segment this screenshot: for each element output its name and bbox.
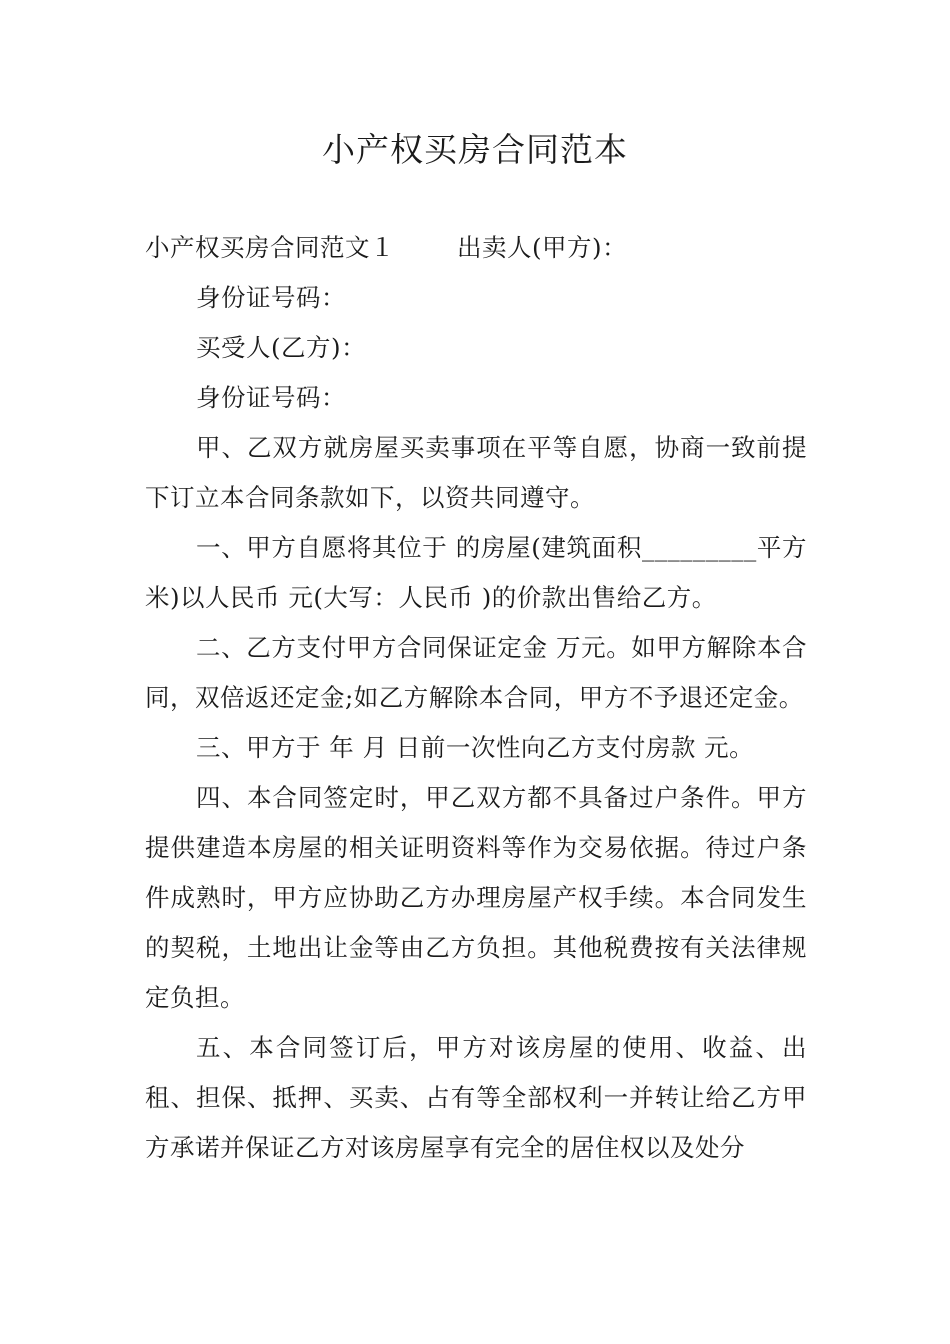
paragraph-clause-5: 五、本合同签订后，甲方对该房屋的使用、收益、出租、担保、抵押、买卖、占有等全部权利一并转让给乙方甲方承诺并保证乙方对该房屋享有完全的居住权以及处分 <box>145 1033 807 1162</box>
paragraph-buyer-id: 身份证号码： <box>196 383 346 412</box>
seller-label: 出卖人(甲方)： <box>457 233 628 262</box>
paragraph-clause-2: 二、乙方支付甲方合同保证定金 万元。如甲方解除本合同，双倍返还定金;如乙方解除本合同，甲方不予退还定金。 <box>145 633 807 712</box>
heading-line <box>145 223 807 273</box>
paragraph-preamble: 甲、乙双方就房屋买卖事项在平等自愿，协商一致前提下订立本合同条款如下，以资共同遵守。 <box>145 433 807 512</box>
contract-label: 小产权买房合同范文１ <box>145 233 395 262</box>
paragraph-buyer: 买受人(乙方)： <box>196 333 367 362</box>
document-title: 小产权买房合同范本 <box>322 130 628 169</box>
paragraph-clause-1: 一、甲方自愿将其位于 的房屋(建筑面积_________平方米)以人民币 元(大写：人民币 )的价款出售给乙方。 <box>145 533 807 612</box>
paragraph-clause-4: 四、本合同签定时，甲乙双方都不具备过户条件。甲方提供建造本房屋的相关证明资料等作为交易依据。待过户条件成熟时，甲方应协助乙方办理房屋产权手续。本合同发生的契税，土地出让金等由乙方负担。其他税费按有关法律规定负担。 <box>145 783 807 1012</box>
paragraph-seller-id: 身份证号码： <box>196 283 346 312</box>
document-body <box>145 223 807 1173</box>
paragraph-clause-3: 三、甲方于 年 月 日前一次性向乙方支付房款 元。 <box>196 733 755 762</box>
